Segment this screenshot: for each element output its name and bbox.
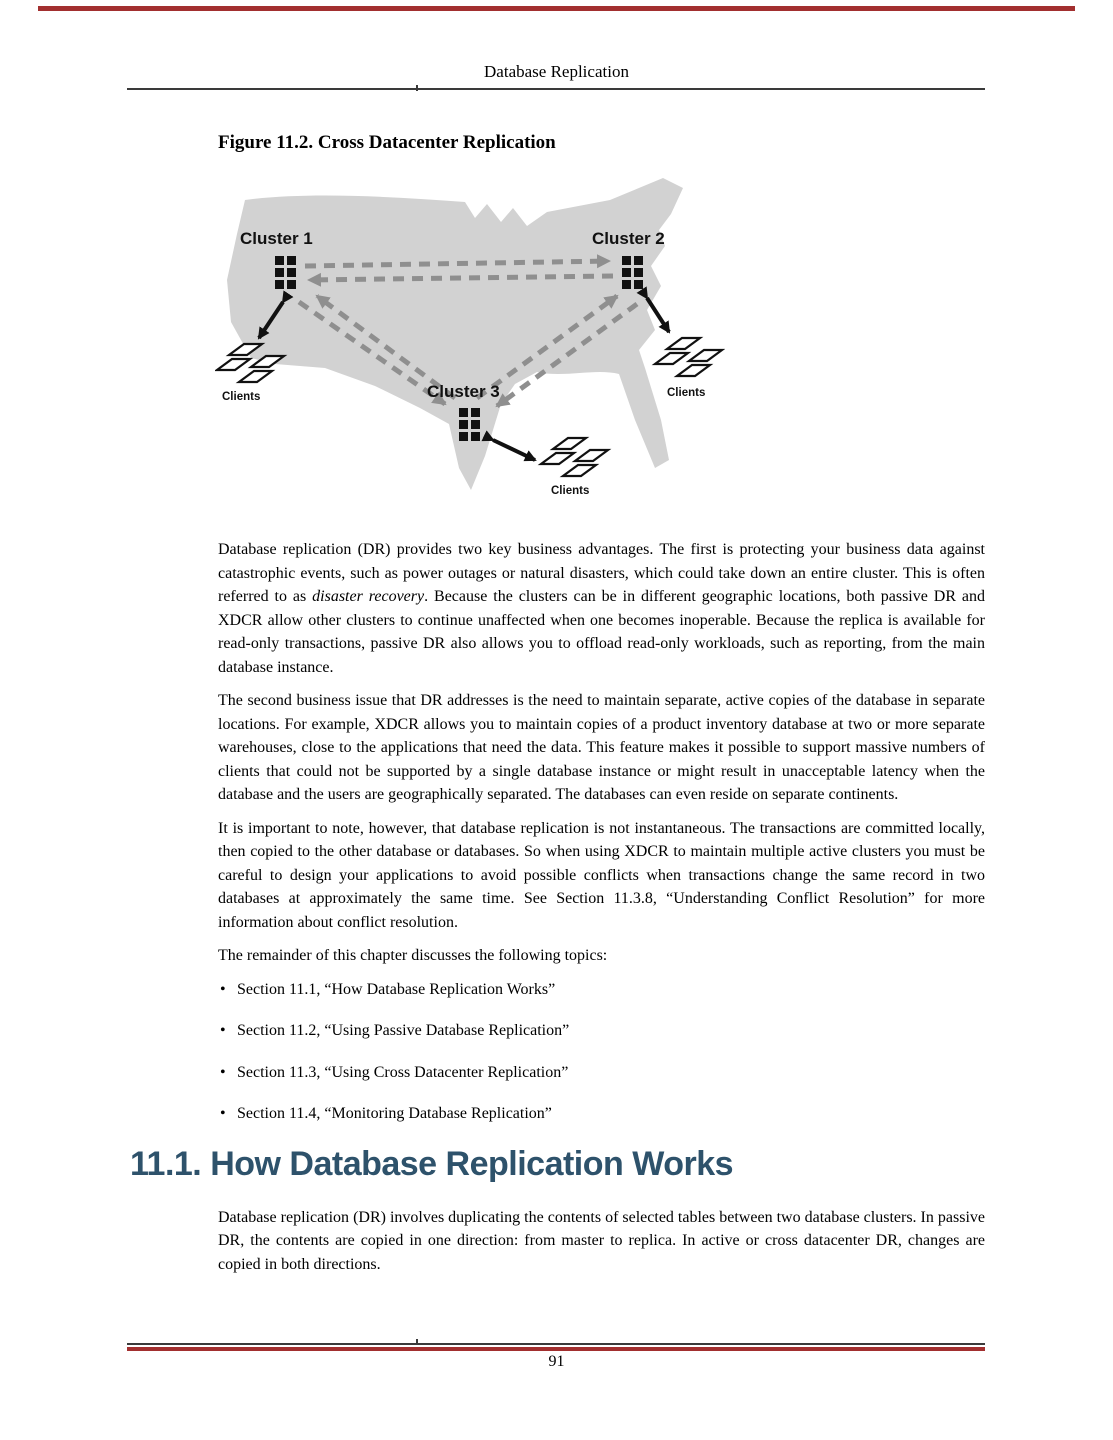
paragraph-chapter-topics-intro: The remainder of this chapter discusses the following topics:	[218, 947, 608, 964]
topic-item-11-2: • Section 11.2, “Using Passive Database Replication”	[220, 1019, 985, 1043]
paragraph-dr-advantages	[218, 538, 985, 679]
clients-south-icon	[541, 438, 608, 476]
clients-west-label: Clients	[222, 391, 261, 403]
cluster-1-label: Cluster 1	[240, 229, 313, 248]
page-content	[130, 126, 986, 1286]
topic-item-11-1: • Section 11.1, “How Database Replication Works”	[220, 978, 985, 1002]
section-intro-paragraph: Database replication (DR) involves duplicating the contents of selected tables between two database clusters. In passive DR, the contents are copied in one direction: from master to replica. In active or cross datacenter DR, changes are copied in both directions.	[218, 1208, 985, 1273]
section-title: 11.1. How Database Replication Works	[130, 1144, 734, 1183]
footer-rule-tick	[416, 1339, 418, 1345]
footer-rule	[127, 1343, 985, 1345]
header-rule-tick	[416, 85, 418, 91]
figure-diagram	[215, 172, 725, 504]
cluster-3-label: Cluster 3	[427, 382, 500, 401]
header-rule	[127, 88, 985, 90]
topic-item-11-3: • Section 11.3, “Using Cross Datacenter Replication”	[220, 1061, 985, 1085]
us-map	[227, 178, 683, 490]
clients-east-label: Clients	[667, 387, 706, 399]
figure-caption: Figure 11.2. Cross Datacenter Replication	[218, 132, 556, 153]
disaster-recovery-term: disaster recovery	[312, 588, 425, 605]
topics-list	[220, 978, 985, 1126]
bottom-red-rule	[127, 1347, 985, 1351]
cluster-2-label: Cluster 2	[592, 229, 665, 248]
clients-east-icon	[655, 338, 722, 376]
paragraph-not-instantaneous: It is important to note, however, that database replication is not instantaneous. The transactions are committed locally, then copied to the other database or databases. So when using XDCR to maintain multiple active clusters you must be careful to design your applications to avoid possible conflicts when transactions change the same record in two databases at approximately the same time. See Section 11.3.8, “Understanding Conflict Resolution” for more information about conflict resolution.	[218, 819, 985, 931]
topic-item-11-4: • Section 11.4, “Monitoring Database Replication”	[220, 1102, 985, 1126]
running-header: Database Replication	[484, 62, 629, 81]
clients-south-label: Clients	[551, 485, 590, 497]
paragraph-text: . Because the clusters can be in different geographic locations, both passive DR and XDCR allow other clusters to continue unaffected when one becomes inoperable. Because the replica is available for read-only transactions, passive DR also allows you to offload read-only workloads, such as reporting, from the main database instance.	[218, 588, 986, 676]
page-number: 91	[548, 1353, 565, 1370]
paragraph-second-issue: The second business issue that DR addresses is the need to maintain separate, active copies of the database in separate locations. For example, XDCR allows you to maintain copies of a product inventory database at two or more separate warehouses, close to the applications that need the data. This feature makes it possible to support massive numbers of clients that could not be supported by a single database instance or might result in unacceptable latency when the database and the users are geographically separated. The databases can even reside on separate continents.	[218, 692, 985, 803]
paragraph-text: Database replication (DR) provides two key business advantages. The first is protecting your business data against catastrophic events, such as power outages or natural disasters, which could take down an entire cluster. This is often referred to as	[218, 541, 985, 605]
top-red-rule	[38, 6, 1075, 11]
